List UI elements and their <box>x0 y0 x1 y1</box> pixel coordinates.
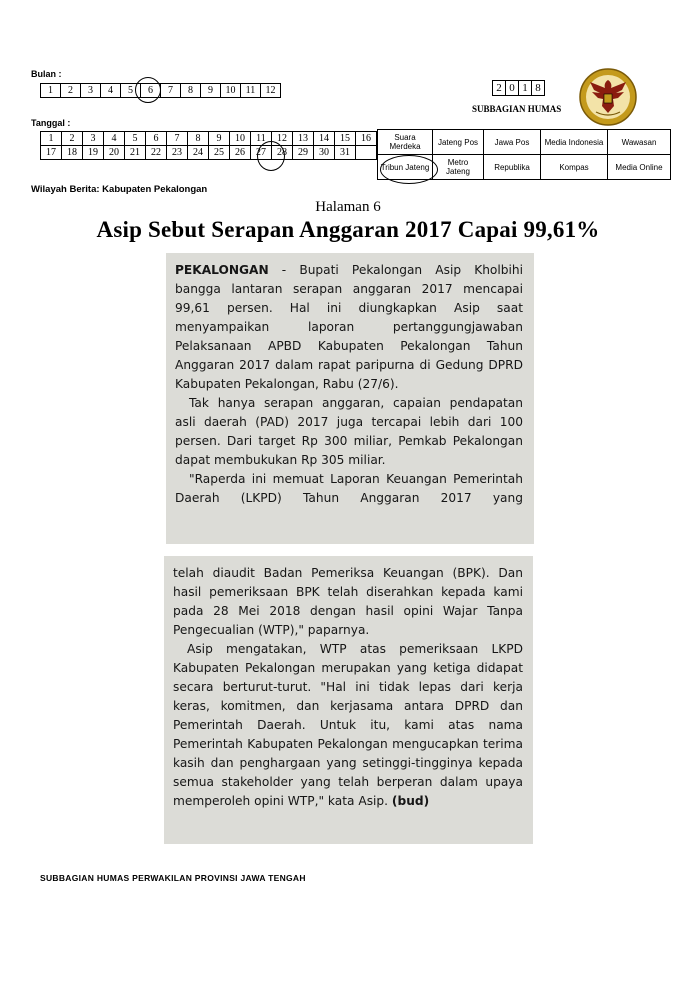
media-outlet-cell: Republika <box>484 155 541 180</box>
month-cell: 3 <box>81 84 101 98</box>
tanggal-label: Tanggal : <box>31 118 71 128</box>
wilayah-label: Wilayah Berita: Kabupaten Pekalongan <box>31 184 208 195</box>
day-cell: 1 <box>41 132 62 146</box>
day-cell: 15 <box>335 132 356 146</box>
media-outlet-cell: Media Online <box>608 155 671 180</box>
media-outlet-cell: Wawasan <box>608 130 671 155</box>
day-cell: 14 <box>314 132 335 146</box>
day-cell: 19 <box>83 146 104 160</box>
day-cell: 18 <box>62 146 83 160</box>
day-cell: 31 <box>335 146 356 160</box>
month-cell: 8 <box>181 84 201 98</box>
day-cell: 27 <box>251 146 272 160</box>
day-cell: 28 <box>272 146 293 160</box>
month-cell: 7 <box>161 84 181 98</box>
year-digit-cell: 0 <box>506 81 519 96</box>
article-paragraph: PEKALONGAN - Bupati Pekalongan Asip Kholbihi bangga lantaran serapan anggaran 2017 mencapai 99,61 persen. Hal ini diungkapkan Asip saat menyampaikan laporan pertanggungjawaban Pelaksanaan APBD Kabupaten Pekalongan Tahun Anggaran 2017 dalam rapat paripurna di Gedung DPRD Kabupaten Pekalongan, Rabu (27/6). <box>175 263 523 391</box>
garuda-emblem-icon <box>578 68 638 131</box>
media-outlet-cell: Suara Merdeka <box>378 130 433 155</box>
page-number: Halaman 6 <box>315 199 381 215</box>
day-cell: 29 <box>293 146 314 160</box>
year-grid <box>492 80 545 96</box>
day-cell: 20 <box>104 146 125 160</box>
month-cell: 11 <box>241 84 261 98</box>
article-paragraph: Asip mengatakan, WTP atas pemeriksaan LKPD Kabupaten Pekalongan merupakan yang ketiga didapat secara berturut-turut. "Hal ini tidak lepas dari kerja keras, komitmen, dan kerjasama antara DPRD dan Pemerintah Daerah. Untuk itu, kami atas nama Pemerintah Kabupaten Pekalongan mengucapkan terima kasih dan penghargaan yang setinggi-tingginya kepada semua stakeholder yang telah berperan dalam upaya memperoleh opini WTP," kata Asip. (bud) <box>173 642 523 808</box>
day-cell <box>356 146 377 160</box>
day-cell: 21 <box>125 146 146 160</box>
month-selection-circle <box>135 77 161 103</box>
day-cell: 23 <box>167 146 188 160</box>
media-outlet-cell: Jateng Pos <box>433 130 484 155</box>
org-label: SUBBAGIAN HUMAS <box>472 104 562 114</box>
month-cell: 2 <box>61 84 81 98</box>
newspaper-clipping-top <box>166 253 534 544</box>
day-cell: 13 <box>293 132 314 146</box>
day-cell: 12 <box>272 132 293 146</box>
media-outlet-cell: Jawa Pos <box>484 130 541 155</box>
article-paragraph: "Raperda ini memuat Laporan Keuangan Pemerintah Daerah (LKPD) Tahun Anggaran 2017 yang <box>175 472 523 505</box>
media-outlet-cell: Kompas <box>541 155 608 180</box>
year-digit-cell: 2 <box>493 81 506 96</box>
month-cell: 9 <box>201 84 221 98</box>
day-cell: 11 <box>251 132 272 146</box>
year-digit-cell: 1 <box>519 81 532 96</box>
dateline: PEKALONGAN <box>175 263 269 277</box>
article-paragraph: Tak hanya serapan anggaran, capaian pendapatan asli daerah (PAD) 2017 juga tercapai lebih dari 100 persen. Dari target Rp 300 miliar, Pemkab Pekalongan dapat membukukan Rp 305 miliar. <box>175 396 523 467</box>
article-headline: Asip Sebut Serapan Anggaran 2017 Capai 99,61% <box>96 217 600 242</box>
newspaper-clipping-bottom <box>164 556 533 844</box>
month-cell: 1 <box>41 84 61 98</box>
day-cell: 7 <box>167 132 188 146</box>
month-cell: 6 <box>141 84 161 98</box>
day-cell: 22 <box>146 146 167 160</box>
day-grid <box>40 131 377 160</box>
month-cell: 4 <box>101 84 121 98</box>
footer-org: SUBBAGIAN HUMAS PERWAKILAN PROVINSI JAWA TENGAH <box>40 873 306 883</box>
day-cell: 6 <box>146 132 167 146</box>
day-cell: 10 <box>230 132 251 146</box>
media-selection-circle <box>380 155 438 184</box>
month-cell: 5 <box>121 84 141 98</box>
day-cell: 30 <box>314 146 335 160</box>
day-selection-circle <box>257 141 285 171</box>
article-paragraph: telah diaudit Badan Pemeriksa Keuangan (BPK). Dan hasil pemeriksaan BPK telah diserahkan kepada kami pada 28 Mei 2018 dengan hasil opini Wajar Tanpa Pengecualian (WTP)," paparnya. <box>173 566 523 637</box>
day-cell: 4 <box>104 132 125 146</box>
day-cell: 16 <box>356 132 377 146</box>
month-cell: 10 <box>221 84 241 98</box>
media-outlet-cell: Tribun Jateng <box>378 155 433 180</box>
day-cell: 26 <box>230 146 251 160</box>
day-cell: 9 <box>209 132 230 146</box>
media-outlet-cell: Media Indonesia <box>541 130 608 155</box>
day-cell: 2 <box>62 132 83 146</box>
day-cell: 25 <box>209 146 230 160</box>
day-cell: 17 <box>41 146 62 160</box>
byline: (bud) <box>391 794 430 808</box>
year-digit-cell: 8 <box>532 81 545 96</box>
media-outlet-cell: Metro Jateng <box>433 155 484 180</box>
day-cell: 8 <box>188 132 209 146</box>
month-cell: 12 <box>261 84 281 98</box>
bulan-label: Bulan : <box>31 69 62 79</box>
day-cell: 3 <box>83 132 104 146</box>
day-cell: 24 <box>188 146 209 160</box>
day-cell: 5 <box>125 132 146 146</box>
